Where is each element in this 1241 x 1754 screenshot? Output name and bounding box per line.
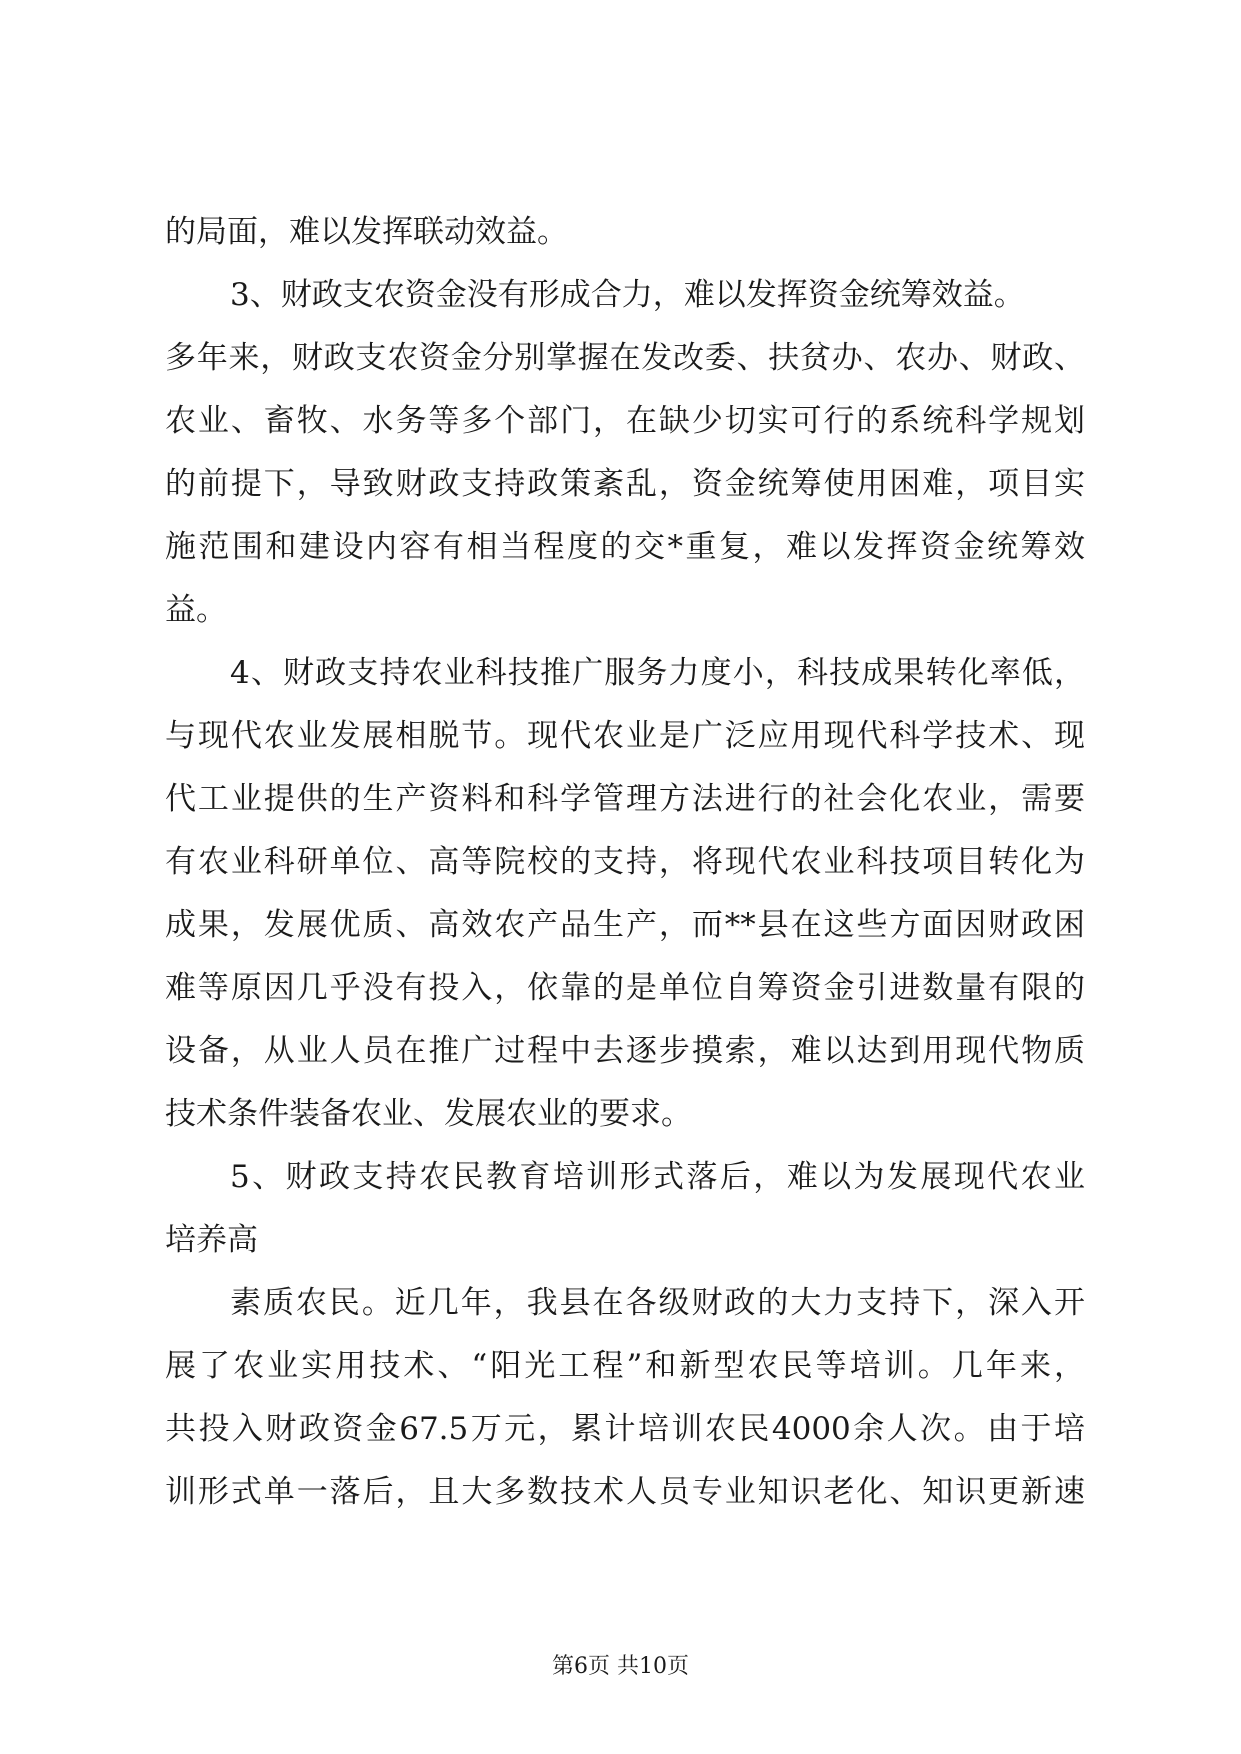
text-line: 素质农民。近几年，我县在各级财政的大力支持下，深入开: [230, 1285, 1085, 1321]
text-line: 4、财政支持农业科技推广服务力度小，科技成果转化率低，: [230, 655, 1085, 691]
text-line: 的局面，难以发挥联动效益。: [165, 214, 568, 250]
text-line: 多年来，财政支农资金分别掌握在发改委、扶贫办、农办、财政、: [165, 340, 1085, 376]
text-line: 代工业提供的生产资料和科学管理方法进行的社会化农业，需要: [165, 781, 1085, 817]
page-number-footer: 第6页 共10页: [552, 1654, 689, 1679]
text-line: 有农业科研单位、高等院校的支持，将现代农业科技项目转化为: [165, 844, 1085, 880]
text-line: 的前提下，导致财政支持政策紊乱，资金统筹使用困难，项目实: [165, 466, 1085, 502]
text-line: 共投入财政资金67.5万元，累计培训农民4000余人次。由于培: [165, 1411, 1085, 1447]
text-line: 培养高: [165, 1222, 258, 1258]
text-line: 成果，发展优质、高效农产品生产，而**县在这些方面因财政困: [165, 907, 1085, 943]
text-line: 难等原因几乎没有投入，依靠的是单位自筹资金引进数量有限的: [165, 970, 1085, 1006]
text-line: 展了农业实用技术、“阳光工程”和新型农民等培训。几年来，: [165, 1348, 1085, 1384]
text-line: 技术条件装备农业、发展农业的要求。: [165, 1096, 692, 1132]
text-line: 设备，从业人员在推广过程中去逐步摸索，难以达到用现代物质: [165, 1033, 1085, 1069]
text-line: 益。: [165, 592, 227, 628]
text-line: 与现代农业发展相脱节。现代农业是广泛应用现代科学技术、现: [165, 718, 1085, 754]
text-line: 训形式单一落后，且大多数技术人员专业知识老化、知识更新速: [165, 1474, 1085, 1510]
text-line: 5、财政支持农民教育培训形式落后，难以为发展现代农业: [230, 1159, 1085, 1195]
text-line: 农业、畜牧、水务等多个部门，在缺少切实可行的系统科学规划: [165, 403, 1085, 439]
text-line: 施范围和建设内容有相当程度的交*重复，难以发挥资金统筹效: [165, 529, 1085, 565]
text-line: 3、财政支农资金没有形成合力，难以发挥资金统筹效益。: [230, 277, 1025, 313]
